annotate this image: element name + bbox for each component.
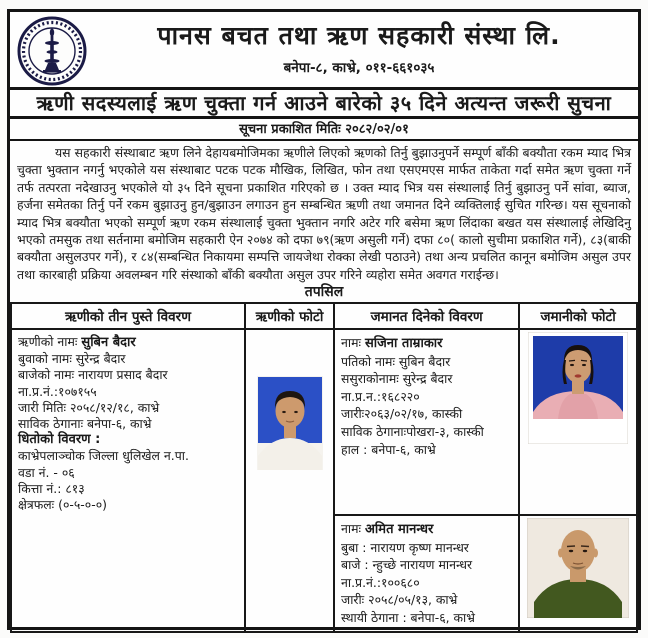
- col-header-guarantor-details: जमानत दिनेको विवरण: [334, 303, 519, 329]
- detail-line: ना.प्र.नं.:१००६८०: [341, 574, 420, 590]
- detail-line: बुबा : नारायण कृष्ण मानन्धर: [341, 539, 469, 555]
- guarantor1-details-cell: [334, 329, 519, 515]
- guarantor1-photo-cell: [519, 329, 637, 515]
- borrower-details-cell: [11, 329, 245, 632]
- borrower-name-line: ऋणीको नामः सुबिन बैदार: [18, 334, 136, 350]
- col-header-guarantor-photo: जमानीको फोटो: [519, 303, 637, 329]
- detail-line: पतिको नामः सुबिन बैदार: [341, 353, 451, 369]
- collateral-lines: [18, 448, 238, 513]
- detail-line: काभ्रेपलाञ्चोक जिल्ला धुलिखेल न.पा.: [18, 448, 189, 464]
- collateral-heading: धितोको विवरण :: [18, 432, 101, 448]
- schedule-heading: तपसिल: [304, 284, 344, 300]
- notice-title: ऋणी सदस्यलाई ऋण चुक्ता गर्न आउने बारेको ३५ दिने अत्यन्त जरूरी सुचना: [10, 90, 638, 119]
- detail-line: हाल : बनेपा-६, काभ्रे: [341, 441, 436, 457]
- detail-line: बुवाको नामः सुरेन्द्र बैदार: [18, 351, 126, 367]
- org-name: पानस बचत तथा ऋण सहकारी संस्था लि.: [157, 21, 561, 50]
- org-address: बनेपा-८, काभ्रे, ०११-६६१०३५: [283, 60, 435, 76]
- lips: [575, 374, 582, 377]
- table-header-row: [11, 303, 637, 329]
- guarantor2-detail-lines: [341, 539, 512, 627]
- borrower-name: सुबिन बैदार: [81, 335, 136, 350]
- detail-line: ससुराकोनामः सुरेन्द्र बैदार: [341, 371, 453, 387]
- bald-head: [561, 530, 595, 572]
- col-header-borrower-photo: ऋणीको फोटो: [245, 303, 334, 329]
- guarantor2-details-cell: [334, 515, 519, 632]
- document-header: [10, 12, 638, 90]
- detail-line: जारीः२०६३/०२/१७, कास्की: [341, 406, 463, 422]
- detail-line: वडा नं. - ०६: [18, 464, 75, 480]
- detail-line: बाजे : न्हुच्छे नारायण मानन्धर: [341, 557, 473, 573]
- guarantor1-detail-lines: [341, 353, 512, 459]
- cooperative-seal-icon: [16, 15, 88, 87]
- guarantor2-photo: [520, 518, 636, 618]
- detail-line: साविक ठेगानाःपोखरा-३, कास्की: [341, 423, 484, 439]
- publish-date-line: सूचना प्रकाशित मितिः २०८२/०२/०१: [10, 119, 638, 141]
- guarantor2-name-line: नामः अमित मानन्धर: [341, 521, 434, 537]
- borrower-photo-cell: [245, 329, 334, 632]
- col-header-borrower-details: ऋणीको तीन पुस्ते विवरण: [11, 303, 245, 329]
- detail-line: ना.प्र.नं.:१०७१५५: [18, 383, 97, 399]
- detail-line: कित्ता नं.: ८१३: [18, 480, 85, 496]
- guarantor2-photo-cell: [519, 515, 637, 632]
- table-row: [11, 329, 637, 515]
- header-text-block: [90, 16, 628, 80]
- guarantor1-photo: [520, 332, 636, 444]
- notice-body: यस सहकारी संस्थाबाट ऋण लिने देहायबमोजिमका ऋणीले लिएको ऋणको तिर्नु बुझाउनुपर्ने सम्पूर्ण बाँकी बक्यौता रकम म्याद भित्र चुक्ता भुक्तान नगर्नु भएकोले यस संस्थाबाट पटक पटक मौखिक, लिखित, फोन तथा एसएमएस मार्फत ताकेता गर्दा समेत ऋण चुक्ता गर्ने तर्फ तत्परता नदेखाउनु भएकोले यो ३५ दिने सूचना प्रकाशित गरिएको छ । उक्त म्याद भित्र यस संस्थालाई तिर्नु बुझाउनु पर्ने सांवा, ब्याज, हर्जना समेतका तिर्नु पर्ने रकम बुझाउनु हुन/बुझाउन लगाउन हुन सम्बन्धित ऋणी तथा जमानत दिने व्यक्तिलाई सुचित गरिन्छ। यस सूचनाको म्याद भित्र बक्यौता भएको सम्पूर्ण ऋण रकम संस्थालाई चुक्ता भुक्तान नगरि अटेर गरि बसेमा ऋण लिंदाका बखत यस संस्थालाई लेखिदिनु भएको तमसुक तथा सर्तनामा बमोजिम सहकारी ऐन २०७४ को दफा ७९(ऋण असुली गर्ने) दफा ८०( कालो सुचीमा प्रकाशित गर्ने), ८३(बाकी बक्यौता असुलउपर गर्ने), र ८४(सम्बन्धित निकायमा सम्पत्ति जायजेथा रोक्का लेखी पठाउने) तथा अन्य प्रचलित कानून बमोजिम असुल उपर तथा कारबाही प्रक्रिया अवलम्बन गरि संस्थाको बाँकी बक्यौता असुल उपर गरिने व्यहोरा समेत अवगत गराईन्छ।: [17, 145, 631, 282]
- guarantor2-name: अमित मानन्धर: [365, 522, 434, 537]
- borrower-detail-lines: [18, 351, 238, 432]
- detail-line: साविक ठेगानाः बनेपा-६, काभ्रे: [18, 416, 152, 432]
- guarantor1-name: सजिना ताम्राकार: [365, 336, 443, 351]
- detail-line: जारी मितिः २०५८/१२/१८, काभ्रे: [18, 399, 160, 415]
- detail-line: जारीः २०५८/०५/१३, काभ्रे: [341, 592, 458, 608]
- borrower-photo: [246, 376, 333, 470]
- guarantor1-name-line: नामः सजिना ताम्राकार: [341, 335, 443, 351]
- cropped-top-margin: [0, 0, 648, 9]
- document-frame: [7, 9, 641, 630]
- loan-defaulters-table: [10, 302, 638, 633]
- detail-line: क्षेत्रफलः (०-५-०-०): [18, 497, 107, 513]
- detail-line: बाजेको नामः नारायण प्रसाद बैदार: [18, 367, 168, 383]
- detail-line: स्थायी ठेगाना : बनेपा-६, काभ्रे: [341, 609, 475, 625]
- detail-line: ना.प्र.न.:१६८२२०: [341, 388, 420, 404]
